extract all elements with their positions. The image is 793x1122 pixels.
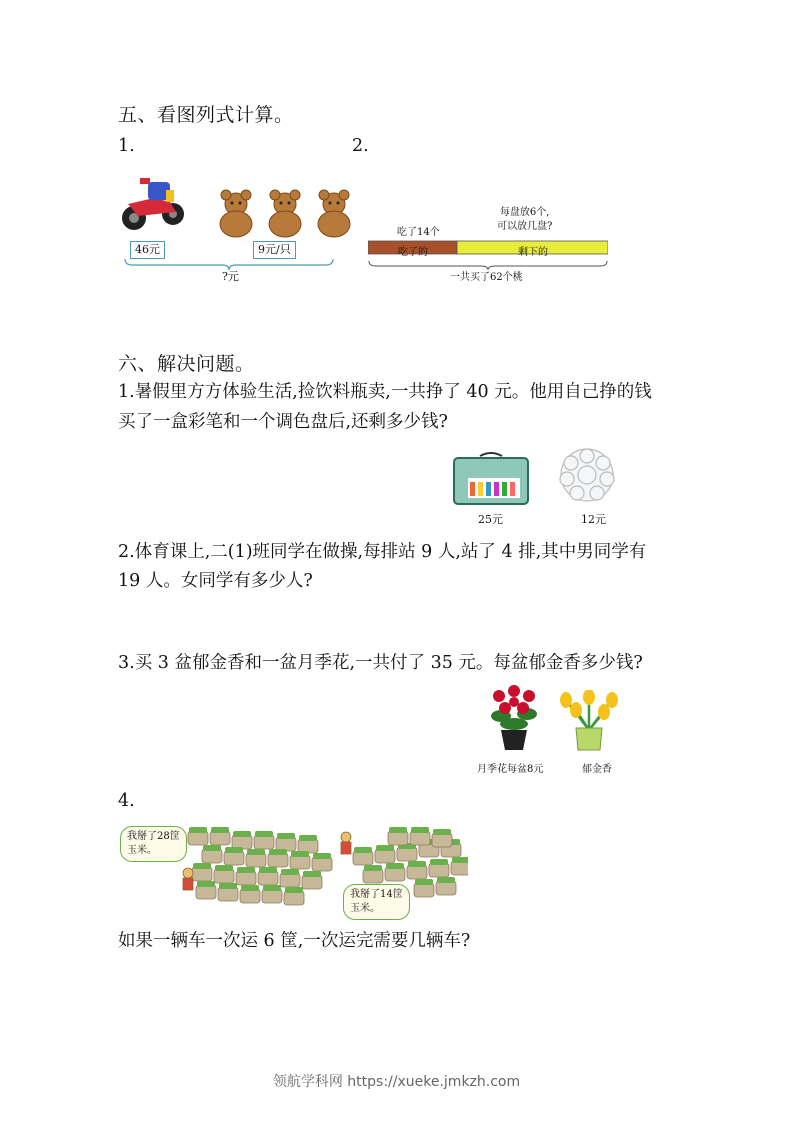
motorcycle-price-tag: 46元: [130, 241, 165, 259]
question-label: [497, 206, 552, 234]
total-brace: [124, 256, 334, 268]
total-unknown-label: ?元: [222, 270, 239, 283]
peach-total-label: 一共买了62个桃: [450, 272, 523, 283]
problem2-line1: 2.体育课上,二(1)班同学在做操,每排站 9 人,站了 4 排,其中男同学有: [118, 542, 647, 562]
problem2-line2: 19 人。女同学有多少人?: [118, 571, 313, 591]
rose-price-label: 月季花每盆8元: [477, 764, 544, 775]
ate-count-label: 吃了14个: [397, 227, 440, 238]
problem1-line2: 买了一盒彩笔和一个调色盘后,还剩多少钱?: [118, 412, 448, 432]
bubble2-line1: 我掰了14筐: [350, 889, 403, 900]
section6-title: 六、解决问题。: [118, 353, 255, 375]
palette-image: [555, 446, 619, 504]
problem4-number: 4.: [118, 791, 135, 811]
bubble1-line2: 玉米。: [127, 845, 157, 856]
bear-price-tag: 9元/只: [253, 241, 296, 259]
teddy-bears-image: [212, 188, 366, 238]
footer-watermark: 领航学科网 https://xueke.jmkzh.com: [272, 1074, 521, 1090]
section5-title: 五、看图列式计算。: [118, 104, 294, 126]
rose-pot-image: [485, 682, 543, 752]
palette-price-label: 12元: [581, 513, 606, 526]
speech-bubble-1: [120, 826, 187, 862]
tulip-label: 郁金香: [582, 764, 612, 775]
marker-box-image: [452, 452, 530, 506]
problem4-question: 如果一辆车一次运 6 筐,一次运完需要几辆车?: [118, 931, 471, 951]
question-line-2: 可以放几盘?: [497, 221, 553, 232]
problem3-text: 3.买 3 盆郁金香和一盆月季花,一共付了 35 元。每盆郁金香多少钱?: [118, 653, 643, 673]
problem1-line1: 1.暑假里方方体验生活,捡饮料瓶卖,一共挣了 40 元。他用自己挣的钱: [118, 382, 652, 402]
q1-number: 1.: [118, 136, 135, 156]
bar-left-label: 剩下的: [518, 247, 548, 258]
bubble2-line2: 玉米。: [350, 903, 380, 914]
speech-bubble-2: [343, 884, 410, 920]
q2-number: 2.: [352, 136, 369, 156]
question-line-1: 每盘放6个,: [499, 207, 550, 218]
bar-eaten-label: 吃了的: [398, 247, 428, 258]
marker-price-label: 25元: [478, 513, 503, 526]
motorcycle-toy-image: [118, 172, 188, 234]
peach-total-brace: [368, 256, 608, 266]
tulip-pot-image: [554, 690, 624, 752]
bubble1-line1: 我掰了28筐: [127, 831, 180, 842]
